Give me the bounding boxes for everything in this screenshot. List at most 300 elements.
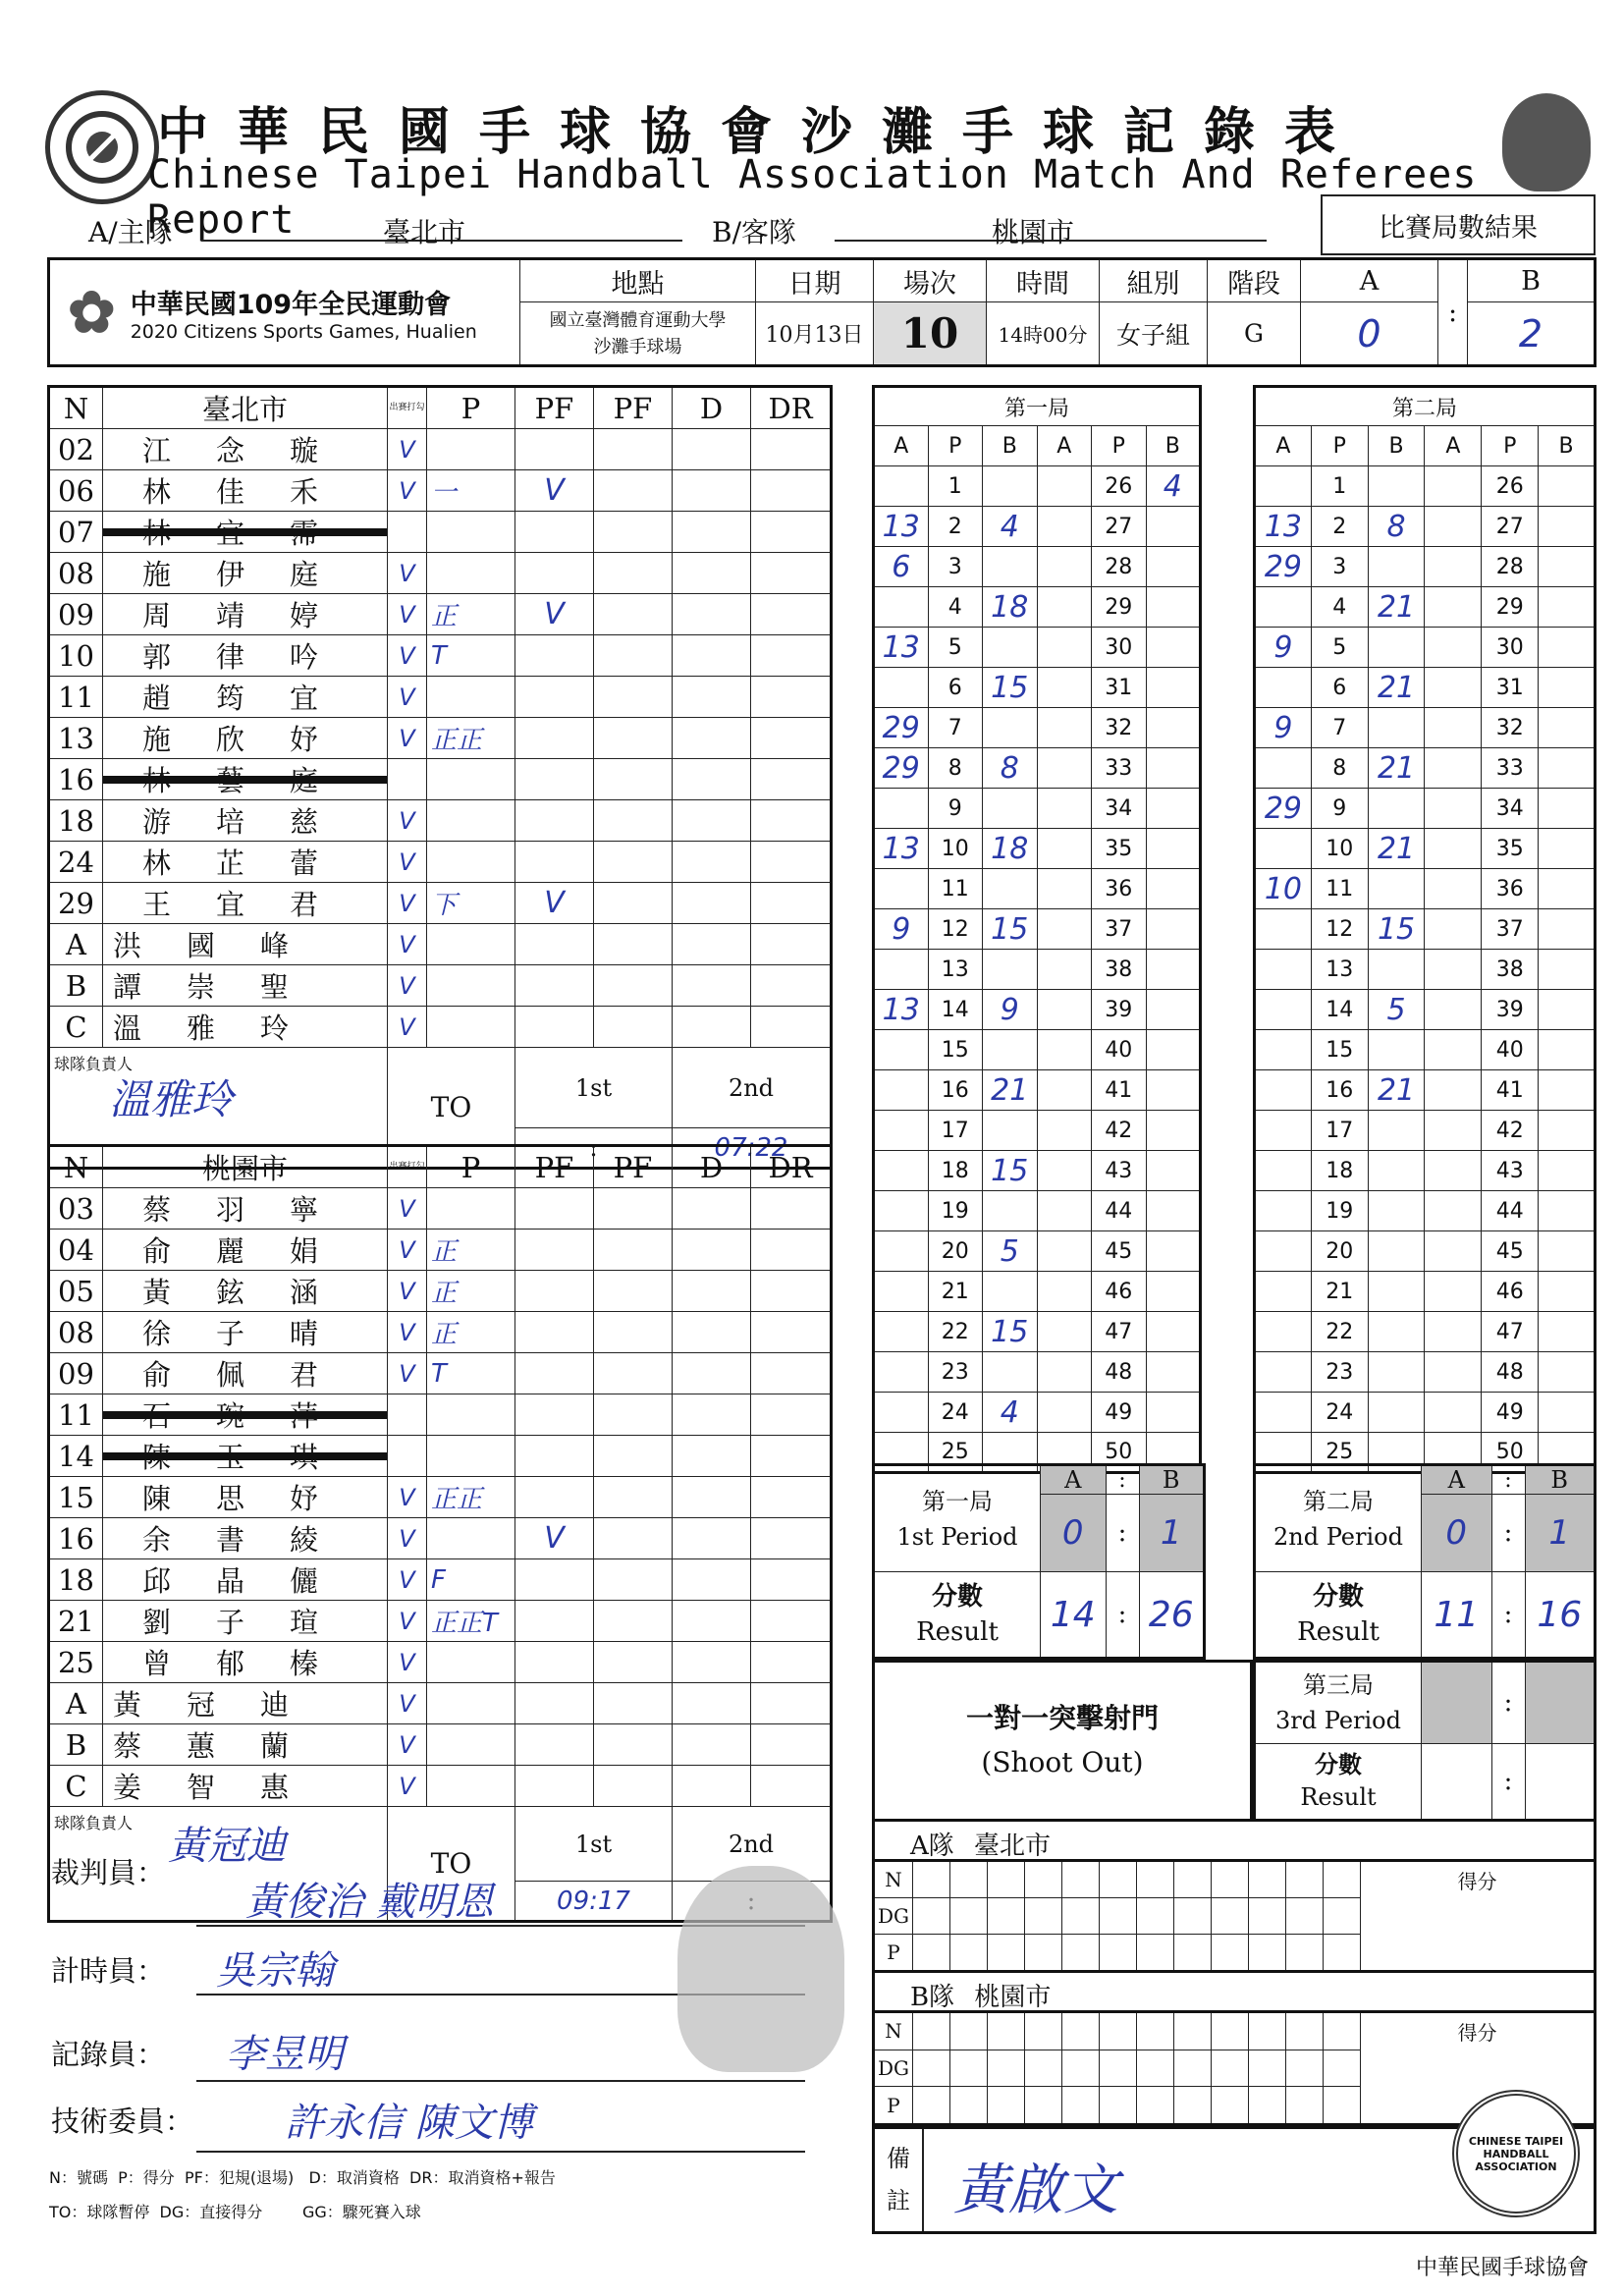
p1-result-colon: : [1106, 1572, 1139, 1659]
shootout-cell [950, 1861, 988, 1898]
score-a2 [1425, 869, 1482, 909]
player-number: 11 [49, 1394, 103, 1436]
score-a2 [1425, 909, 1482, 950]
shootout-cell [1062, 2087, 1100, 2125]
score-b [983, 1352, 1038, 1393]
score-row [1255, 1352, 1596, 1393]
col-pf2: PF [594, 1146, 673, 1188]
score-b [1368, 547, 1425, 587]
home-team: 臺北市 [383, 216, 466, 248]
score-row [874, 1272, 1201, 1312]
team-a-to-1st-label: 1st [515, 1048, 673, 1128]
points-cell: 正 [427, 1312, 515, 1353]
running-score: 11 [928, 869, 983, 909]
score-b2 [1539, 1272, 1596, 1312]
points-cell [427, 800, 515, 842]
player-name-text: 郭律吟 [142, 640, 364, 674]
score-b2 [1539, 708, 1596, 748]
strike-line [103, 528, 388, 536]
score-b [983, 1111, 1038, 1151]
score-a [1255, 1070, 1312, 1111]
player-name-text: 譚崇聖 [113, 970, 335, 1004]
empty-cell [594, 759, 673, 800]
score-b2 [1146, 1151, 1201, 1191]
score-a: 13 [1255, 507, 1312, 547]
shootout-row-label: N [874, 1861, 913, 1898]
shootout-cell [988, 1898, 1025, 1935]
empty-cell [673, 718, 751, 759]
scorer-label: 記錄員： [51, 2038, 166, 2071]
empty-cell [673, 1230, 751, 1271]
points-cell [427, 429, 515, 470]
score-row [874, 789, 1201, 829]
running-score: 3 [1311, 547, 1368, 587]
score-row [874, 1352, 1201, 1393]
score-a2 [1425, 1111, 1482, 1151]
running-score-2: 38 [1092, 950, 1147, 990]
team-a-to-2nd-label: 2nd [673, 1048, 832, 1128]
pf-cell [515, 429, 594, 470]
sets-colon: : [1438, 259, 1468, 366]
player-number: 21 [49, 1601, 103, 1642]
score-a [874, 1111, 929, 1151]
pf-cell [515, 553, 594, 594]
score-row [1255, 507, 1596, 547]
home-label: A/主隊 [88, 216, 173, 248]
score-row [874, 1111, 1201, 1151]
p2-col-a: A [1255, 426, 1312, 466]
score-a [874, 1070, 929, 1111]
p2-col-b: B [1368, 426, 1425, 466]
points-cell: 正正T [427, 1601, 515, 1642]
p2-result-b: 16 [1525, 1572, 1596, 1659]
score-b2 [1146, 869, 1201, 909]
event-name-en: 2020 Citizens Sports Games, Hualien [130, 320, 477, 343]
player-number: 04 [49, 1230, 103, 1271]
play-check: V [388, 1230, 427, 1271]
score-b [1368, 708, 1425, 748]
running-score-2: 44 [1482, 1191, 1539, 1231]
result-box-label: 比賽局數結果 [1321, 194, 1596, 255]
referee-sign: 黃俊治 戴明恩 [245, 1880, 494, 1925]
points-cell [427, 1007, 515, 1048]
empty-cell [751, 965, 832, 1007]
score-a2 [1037, 1151, 1092, 1191]
p3-result-label: 分數 [1315, 1750, 1362, 1779]
score-a [1255, 587, 1312, 628]
score-row [1255, 1312, 1596, 1352]
running-score-2: 32 [1092, 708, 1147, 748]
empty-cell [751, 1724, 832, 1766]
col-play: 出賽打勾 [388, 387, 427, 429]
event-name-zh: 中華民國109年全民運動會 [130, 289, 452, 320]
player-number: 09 [49, 1353, 103, 1394]
player-name [103, 470, 388, 512]
p3-set-b [1525, 1662, 1596, 1744]
period2-sheet [1253, 385, 1597, 1474]
running-score-2: 46 [1482, 1272, 1539, 1312]
col-pf1: PF [515, 387, 594, 429]
score-a2 [1037, 990, 1092, 1030]
player-name [103, 677, 388, 718]
shootout-cell [1062, 1934, 1100, 1971]
score-a [1255, 950, 1312, 990]
running-score: 7 [1311, 708, 1368, 748]
shootout-cell [1062, 2050, 1100, 2086]
player-row [49, 1353, 832, 1394]
remarks-box [872, 2126, 1597, 2234]
running-score: 19 [1311, 1191, 1368, 1231]
empty-cell [594, 1353, 673, 1394]
score-row [874, 1393, 1201, 1433]
play-check: V [388, 1518, 427, 1559]
away-label: B/客隊 [712, 216, 797, 248]
score-a [874, 668, 929, 708]
score-a2 [1037, 1030, 1092, 1070]
player-name [103, 1518, 388, 1559]
score-b [983, 466, 1038, 507]
shootout-cell [1286, 2012, 1324, 2050]
score-a [1255, 1272, 1312, 1312]
score-b2 [1539, 466, 1596, 507]
shootout-cell [1249, 2087, 1286, 2125]
empty-cell [673, 1683, 751, 1724]
score-b [983, 547, 1038, 587]
running-score: 23 [1311, 1352, 1368, 1393]
play-check: V [388, 1312, 427, 1353]
score-a [874, 1393, 929, 1433]
running-score: 4 [928, 587, 983, 628]
score-b [983, 1191, 1038, 1231]
score-row [1255, 748, 1596, 789]
shootout-cell [950, 2050, 988, 2086]
empty-cell [594, 1724, 673, 1766]
score-a2 [1037, 547, 1092, 587]
play-check: V [388, 1353, 427, 1394]
points-cell: T [427, 1353, 515, 1394]
player-name [103, 1642, 388, 1683]
player-name [103, 1766, 388, 1807]
team-b-leader-sign: 黃冠迪 [168, 1824, 286, 1869]
running-score: 2 [928, 507, 983, 547]
empty-cell [751, 1230, 832, 1271]
empty-cell [751, 1394, 832, 1436]
points-cell [427, 1724, 515, 1766]
stage-label: 階段 [1208, 259, 1301, 302]
shootout-cell [1100, 2050, 1137, 2086]
score-a: 10 [1255, 869, 1312, 909]
shootout-cell [1025, 1861, 1062, 1898]
player-number: 29 [49, 883, 103, 924]
shootout-cell [1212, 2012, 1249, 2050]
event-table [47, 257, 1597, 367]
points-cell [427, 512, 515, 553]
player-name-text: 黃冠迪 [113, 1688, 335, 1722]
score-b2 [1539, 748, 1596, 789]
points-cell [427, 1642, 515, 1683]
pf-cell [515, 512, 594, 553]
player-name-text: 洪國峰 [113, 929, 335, 962]
shootout-cell [1062, 1861, 1100, 1898]
p2-result-a: 11 [1422, 1572, 1492, 1659]
score-b [983, 708, 1038, 748]
running-score-2: 49 [1482, 1393, 1539, 1433]
empty-cell [594, 1394, 673, 1436]
player-name [103, 1188, 388, 1230]
running-score-2: 48 [1482, 1352, 1539, 1393]
pf-cell: V [515, 470, 594, 512]
score-a [874, 1352, 929, 1393]
running-score-2: 26 [1482, 466, 1539, 507]
player-number: 09 [49, 594, 103, 635]
running-score: 17 [1311, 1111, 1368, 1151]
running-score: 9 [928, 789, 983, 829]
score-b: 5 [1368, 990, 1425, 1030]
score-a2 [1425, 789, 1482, 829]
team-b-to-label: TO [388, 1807, 515, 1922]
score-b: 21 [1368, 668, 1425, 708]
empty-cell [594, 1007, 673, 1048]
empty-cell [751, 1518, 832, 1559]
shootout-cell [1212, 2087, 1249, 2125]
p3-result-cell [1255, 1743, 1422, 1820]
player-name [103, 1353, 388, 1394]
shootout-cell [1249, 2050, 1286, 2086]
player-name [103, 965, 388, 1007]
empty-cell [751, 512, 832, 553]
score-b [1368, 1312, 1425, 1352]
score-a2 [1425, 1352, 1482, 1393]
play-check: V [388, 718, 427, 759]
shootout-cell [1025, 2050, 1062, 2086]
empty-cell [751, 1353, 832, 1394]
shootout-cell [913, 1898, 950, 1935]
empty-cell [751, 883, 832, 924]
shootout-cell [1174, 2012, 1212, 2050]
p1-set-b: 1 [1139, 1495, 1205, 1572]
score-b: 21 [1368, 829, 1425, 869]
shootout-cell [1212, 2050, 1249, 2086]
running-score: 5 [1311, 628, 1368, 668]
score-a2 [1037, 1393, 1092, 1433]
p1-result-en: Result [916, 1617, 999, 1647]
score-a2 [1425, 950, 1482, 990]
player-row [49, 1188, 832, 1230]
p1-col-b: B [983, 426, 1038, 466]
running-score: 10 [1311, 829, 1368, 869]
score-a2 [1425, 1030, 1482, 1070]
score-row [874, 990, 1201, 1030]
play-check: V [388, 429, 427, 470]
play-check: V [388, 1683, 427, 1724]
empty-cell [673, 1724, 751, 1766]
empty-cell [751, 1642, 832, 1683]
empty-cell [673, 1601, 751, 1642]
score-row [874, 1231, 1201, 1272]
running-score: 1 [1311, 466, 1368, 507]
shootout-cell [913, 2050, 950, 2086]
empty-cell [673, 965, 751, 1007]
shootout-cell [1174, 2050, 1212, 2086]
empty-cell [673, 924, 751, 965]
shootout-team-a-name: 臺北市 [974, 1831, 1052, 1861]
score-row [1255, 869, 1596, 909]
stage-value: G [1208, 302, 1301, 366]
running-score-2: 40 [1092, 1030, 1147, 1070]
venue-line2: 沙灘手球場 [593, 336, 682, 357]
play-check: V [388, 1642, 427, 1683]
play-check: V [388, 1188, 427, 1230]
score-b2 [1146, 950, 1201, 990]
running-score: 18 [1311, 1151, 1368, 1191]
empty-cell [673, 1477, 751, 1518]
p1-col-a: A [874, 426, 929, 466]
shootout-team-a-label: A隊 [910, 1831, 954, 1861]
running-score-2: 44 [1092, 1191, 1147, 1231]
empty-cell [673, 1436, 751, 1477]
p1-set-a: 0 [1041, 1495, 1107, 1572]
match-number: 10 [874, 302, 987, 366]
play-check [388, 1436, 427, 1477]
score-a [1255, 829, 1312, 869]
shootout-cell [988, 2050, 1025, 2086]
player-name [103, 1007, 388, 1048]
player-name [103, 924, 388, 965]
running-score-2: 49 [1092, 1393, 1147, 1433]
score-a2 [1425, 668, 1482, 708]
running-score-2: 33 [1092, 748, 1147, 789]
player-name-text: 邱晶儷 [142, 1564, 364, 1598]
points-cell [427, 759, 515, 800]
score-b2 [1146, 990, 1201, 1030]
player-name-text: 曾郁榛 [142, 1647, 364, 1680]
shootout-cell [1212, 1934, 1249, 1971]
p3-result-en: Result [1300, 1782, 1377, 1811]
date-label: 日期 [756, 259, 874, 302]
p1-result-cell [874, 1572, 1041, 1659]
empty-cell [751, 1436, 832, 1477]
shootout-cell [1249, 1861, 1286, 1898]
player-number: A [49, 1683, 103, 1724]
empty-cell [751, 924, 832, 965]
score-b2 [1539, 1030, 1596, 1070]
empty-cell [594, 1230, 673, 1271]
player-number: 18 [49, 1559, 103, 1601]
score-row [874, 1312, 1201, 1352]
pf-cell [515, 1188, 594, 1230]
group-value: 女子組 [1100, 302, 1208, 366]
player-row [49, 429, 832, 470]
play-check: V [388, 1724, 427, 1766]
running-score-2: 37 [1482, 909, 1539, 950]
score-a: 29 [1255, 547, 1312, 587]
score-b2 [1539, 628, 1596, 668]
p2-label: 第二局 [1303, 1487, 1374, 1515]
empty-cell [751, 594, 832, 635]
score-a [1255, 1393, 1312, 1433]
play-check: V [388, 553, 427, 594]
play-check: V [388, 965, 427, 1007]
shootout-cell [1100, 1934, 1137, 1971]
shootout-row [874, 1861, 1596, 1898]
empty-cell [751, 429, 832, 470]
score-b: 4 [983, 507, 1038, 547]
score-b2 [1146, 789, 1201, 829]
score-a: 9 [874, 909, 929, 950]
p1-set-colon: : [1106, 1495, 1139, 1572]
score-row [874, 628, 1201, 668]
period1-title: 第一局 [874, 387, 1201, 426]
col-n: N [49, 1146, 103, 1188]
shootout-cell [1324, 1898, 1361, 1935]
empty-cell [594, 512, 673, 553]
player-row [49, 677, 832, 718]
points-cell [427, 965, 515, 1007]
running-score-2: 28 [1482, 547, 1539, 587]
player-number: 25 [49, 1642, 103, 1683]
running-score-2: 33 [1482, 748, 1539, 789]
player-name-text: 陳思妤 [142, 1482, 364, 1515]
score-b2 [1146, 507, 1201, 547]
score-b [1368, 1111, 1425, 1151]
event-logo-cell [49, 259, 520, 366]
shootout-score: 得分 [1361, 1861, 1596, 1972]
p3-label: 第三局 [1303, 1670, 1374, 1699]
p2-res-b: B [1525, 1465, 1596, 1495]
running-score: 25 [1311, 1433, 1368, 1473]
score-row [1255, 1191, 1596, 1231]
player-number: 11 [49, 677, 103, 718]
p2-col-b2: B [1539, 426, 1596, 466]
p3-result-a [1422, 1743, 1492, 1820]
player-name-text: 江念璇 [142, 434, 364, 467]
empty-cell [751, 1766, 832, 1807]
empty-cell [751, 553, 832, 594]
score-a2 [1037, 1191, 1092, 1231]
score-b2 [1146, 628, 1201, 668]
score-a [1255, 1151, 1312, 1191]
player-name-text: 蔡羽寧 [142, 1193, 364, 1227]
col-d: D [673, 387, 751, 429]
shootout-team-b-name: 桃園市 [974, 1983, 1052, 2012]
shootout-team-a-grid [872, 1859, 1597, 1973]
points-cell [427, 1394, 515, 1436]
player-name [103, 1312, 388, 1353]
player-number: 08 [49, 1312, 103, 1353]
score-row [1255, 829, 1596, 869]
player-name [103, 1559, 388, 1601]
score-row [1255, 1030, 1596, 1070]
team-b-name: 桃園市 [103, 1146, 388, 1188]
play-check: V [388, 1477, 427, 1518]
p1-col-p2: P [1092, 426, 1147, 466]
score-b [1368, 1151, 1425, 1191]
score-b2 [1539, 1070, 1596, 1111]
score-b: 15 [983, 1312, 1038, 1352]
score-a2 [1425, 1151, 1482, 1191]
shootout-cell [1249, 1934, 1286, 1971]
date-value: 10月13日 [756, 302, 874, 366]
score-a2 [1425, 1070, 1482, 1111]
score-b [1368, 1191, 1425, 1231]
score-a [874, 869, 929, 909]
play-check: V [388, 1007, 427, 1048]
score-a: 29 [874, 708, 929, 748]
running-score: 13 [928, 950, 983, 990]
score-a2 [1425, 628, 1482, 668]
score-b [983, 869, 1038, 909]
player-name [103, 635, 388, 677]
